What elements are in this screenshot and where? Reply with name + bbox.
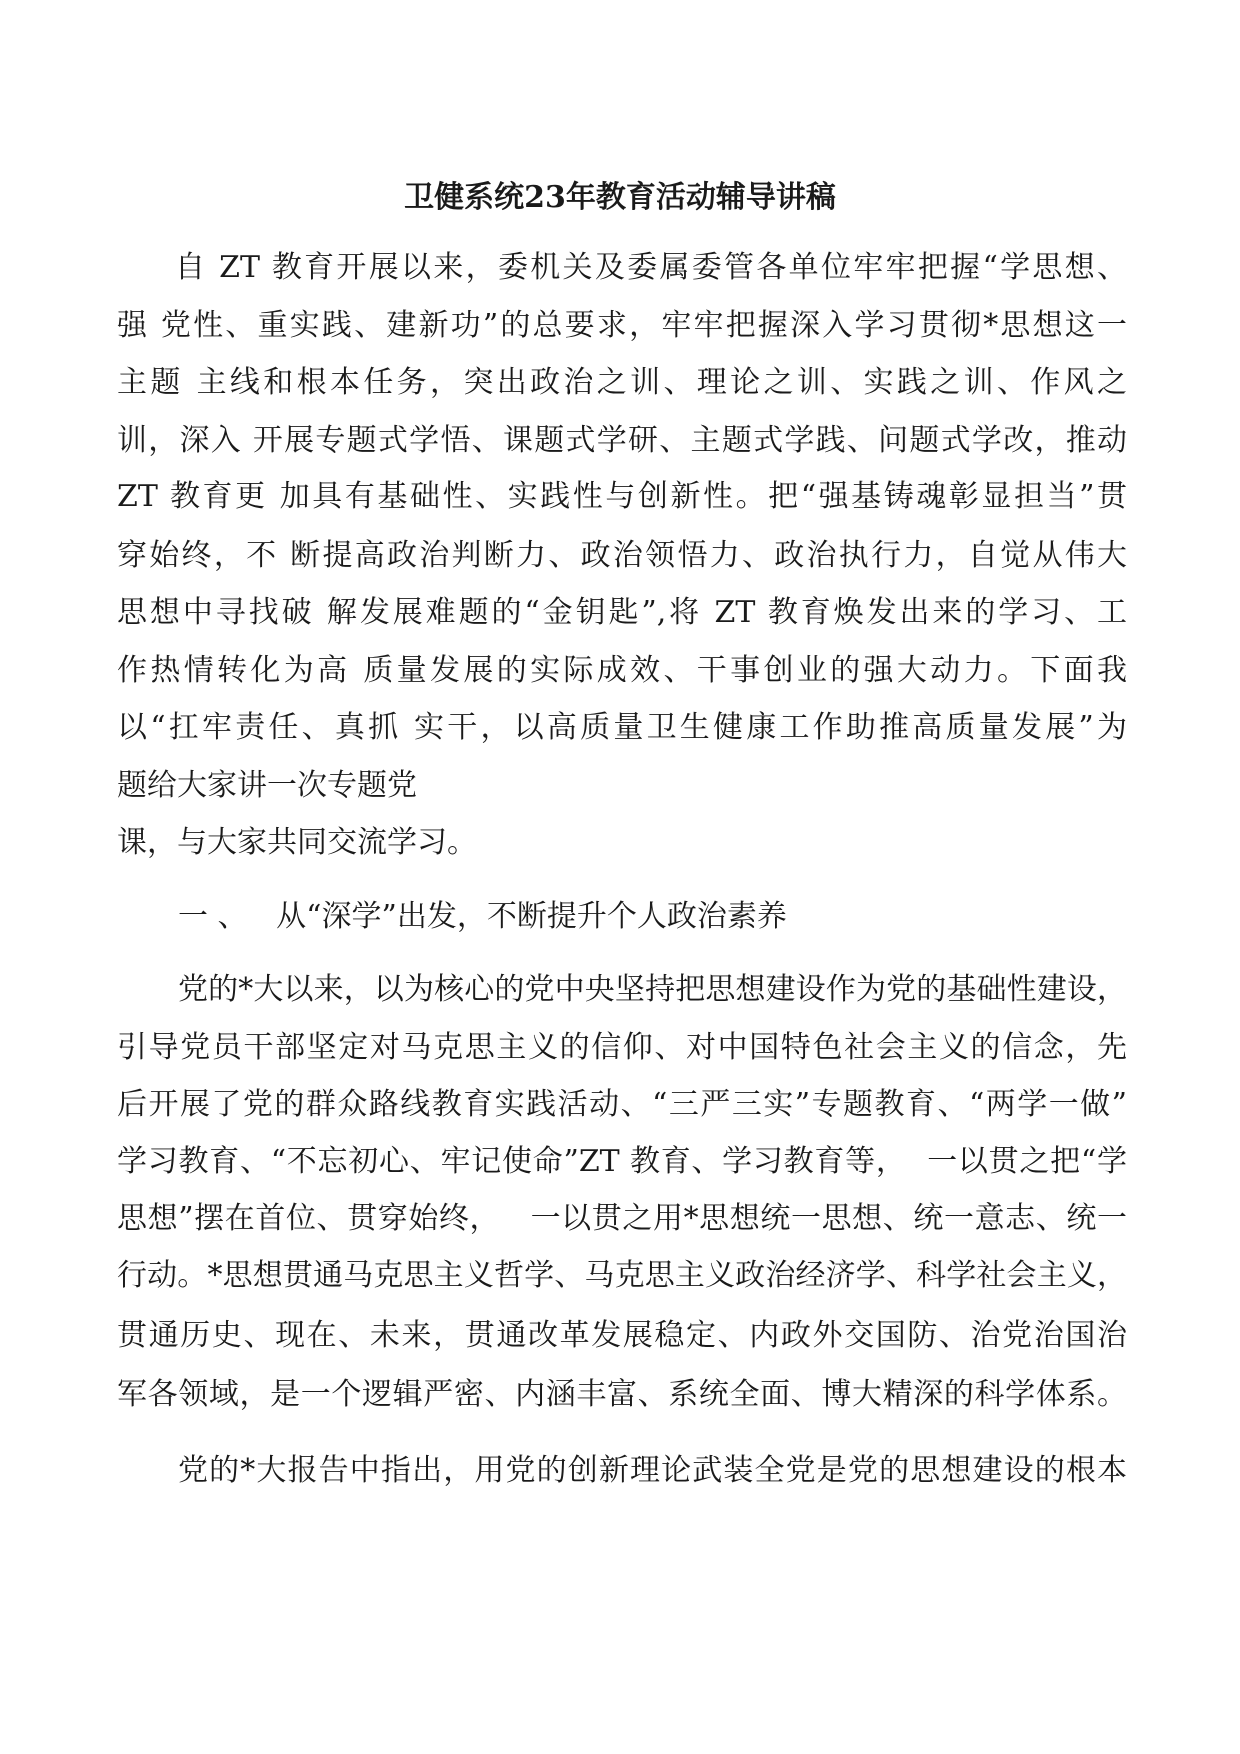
- paragraph-line: ZT 教育更 加具有基础性、实践性与创新性。把“强基铸魂彰显担当”贯: [117, 479, 1127, 514]
- paragraph-line: 思想”摆在首位、贯穿始终， 一以贯之用*思想统一思想、统一意志、统一: [117, 1201, 1127, 1236]
- paragraph-line: 行动。*思想贯通马克思主义哲学、马克思主义政治经济学、科学社会主义，: [117, 1258, 1127, 1293]
- paragraph-line: 课，与大家共同交流学习。: [117, 825, 477, 860]
- paragraph-line: 学习教育、“不忘初心、牢记使命”ZT 教育、学习教育等， 一以贯之把“学: [117, 1144, 1127, 1179]
- paragraph-line: 穿始终，不 断提高政治判断力、政治领悟力、政治执行力，自觉从伟大: [117, 538, 1127, 573]
- paragraph-line: 引导党员干部坚定对马克思主义的信仰、对中国特色社会主义的信念，先: [117, 1030, 1127, 1065]
- paragraph-line: 党的*大以来，以为核心的党中央坚持把思想建设作为党的基础性建设，: [178, 972, 1127, 1007]
- paragraph-line: 党的*大报告中指出，用党的创新理论武装全党是党的思想建设的根本: [178, 1453, 1127, 1488]
- document-title: 卫健系统23年教育活动辅导讲稿: [404, 180, 836, 215]
- paragraph-line: 贯通历史、现在、未来，贯通改革发展稳定、内政外交国防、治党治国治: [117, 1318, 1127, 1353]
- paragraph-line: 作热情转化为高 质量发展的实际成效、干事创业的强大动力。下面我: [117, 653, 1127, 688]
- paragraph-line: 训，深入 开展专题式学悟、课题式学研、主题式学践、问题式学改，推动: [117, 423, 1127, 458]
- paragraph-line: 题给大家讲一次专题党: [117, 768, 417, 803]
- paragraph-line: 主题 主线和根本任务，突出政治之训、理论之训、实践之训、作风之: [117, 365, 1127, 400]
- paragraph-line: 军各领域，是一个逻辑严密、内涵丰富、系统全面、博大精深的科学体系。: [117, 1377, 1127, 1412]
- paragraph-line: 自 ZT 教育开展以来，委机关及委属委管各单位牢牢把握“学思想、: [175, 250, 1127, 285]
- paragraph-line: 后开展了党的群众路线教育实践活动、“三严三实”专题教育、“两学一做”: [117, 1087, 1127, 1122]
- section-heading: 一 、 从“深学”出发，不断提升个人政治素养: [178, 899, 787, 934]
- paragraph-line: 以“扛牢责任、真抓 实干，以高质量卫生健康工作助推高质量发展”为: [117, 710, 1127, 745]
- paragraph-line: 强 党性、重实践、建新功”的总要求，牢牢把握深入学习贯彻*思想这一: [117, 308, 1127, 343]
- paragraph-line: 思想中寻找破 解发展难题的“金钥匙”,将 ZT 教育焕发出来的学习、工: [117, 595, 1127, 630]
